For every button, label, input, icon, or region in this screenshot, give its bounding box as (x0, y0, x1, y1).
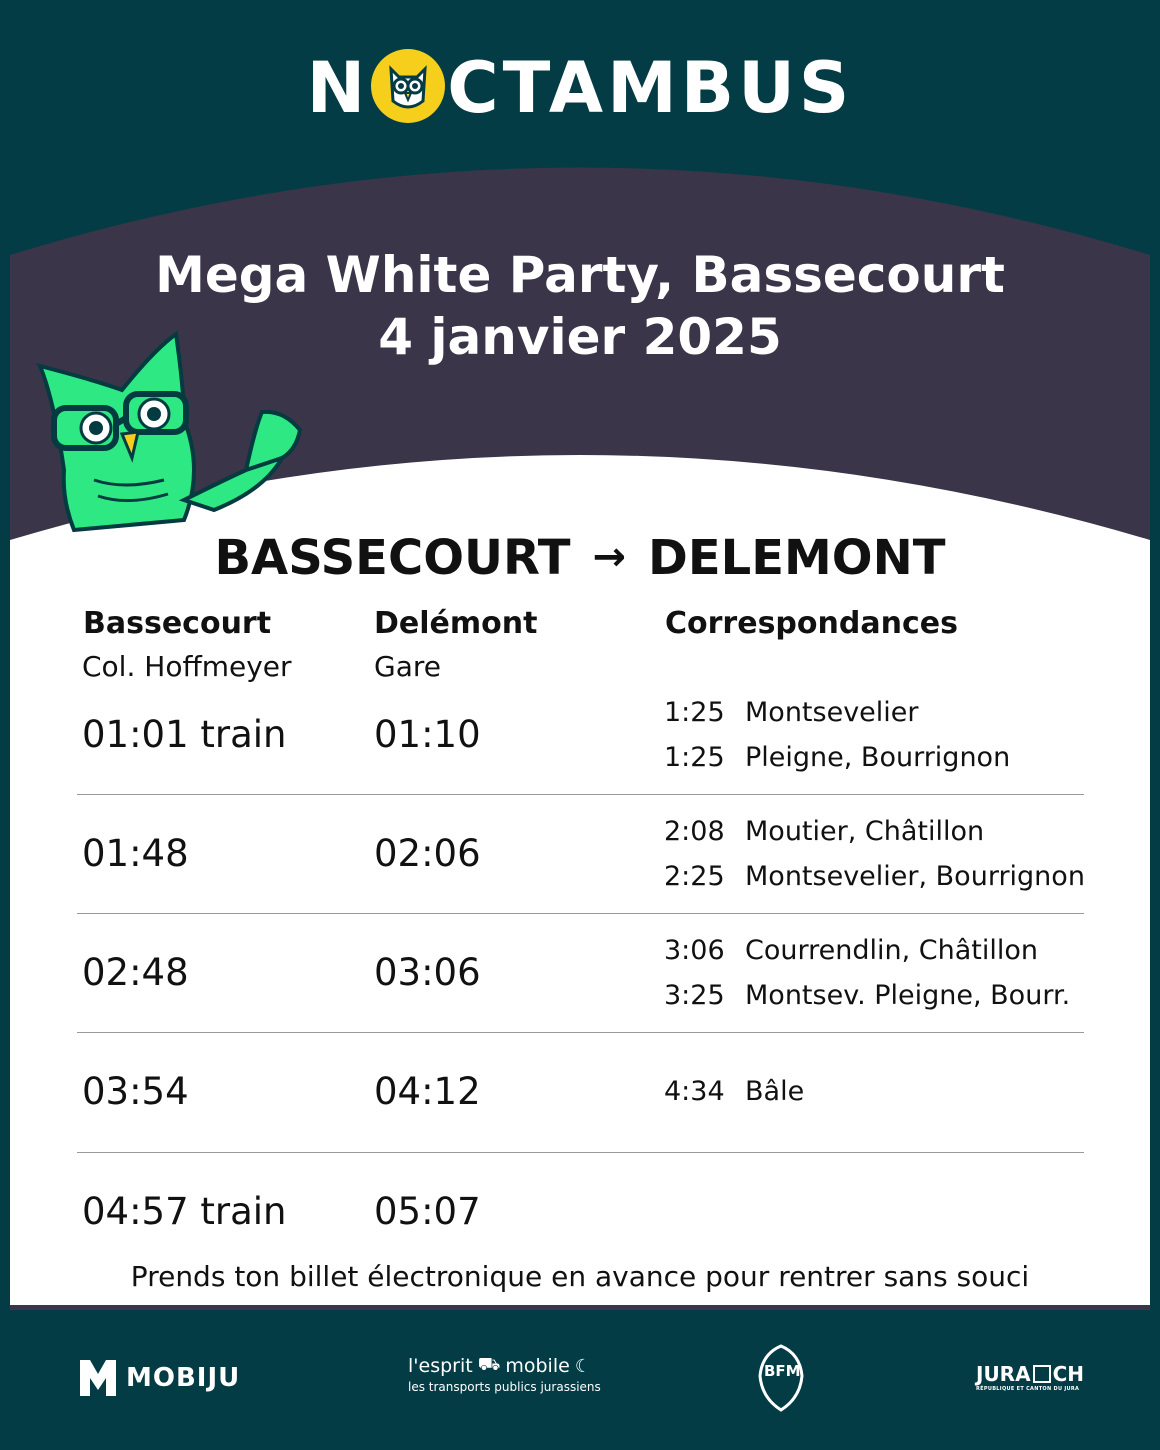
bfm-logo (752, 1342, 810, 1414)
ticket-reminder-note: Prends ton billet électronique en avance pour rentrer sans souci (130, 1260, 1030, 1293)
connection-time: 3:25 (664, 980, 725, 1011)
schedule-row (0, 795, 1160, 914)
event-date: 4 janvier 2025 (378, 308, 782, 366)
connections-column-header: Correspondances (665, 606, 958, 641)
event-heading (0, 244, 1160, 368)
noctambus-logo (0, 48, 1160, 128)
departure-time: 03:54 (82, 1070, 189, 1113)
ch-wordmark: CH (1052, 1362, 1084, 1386)
departure-stop-name: Col. Hoffmeyer (82, 650, 292, 683)
event-title: Mega White Party, Bassecourt (155, 246, 1005, 304)
route-from: BASSECOURT (214, 530, 571, 586)
connection-time: 4:34 (664, 1076, 725, 1107)
arrival-time: 02:06 (374, 832, 481, 875)
connection-destination: Moutier, Châtillon (745, 816, 985, 847)
arrival-time: 03:06 (374, 951, 481, 994)
esprit-mobile-logo (408, 1354, 601, 1394)
right-arrow-icon: → (592, 534, 627, 580)
owl-logo-icon (371, 49, 445, 123)
bfm-wordmark: BFM (764, 1362, 801, 1380)
connection-destination: Courrendlin, Châtillon (745, 935, 1038, 966)
jura-wordmark: JURA (976, 1362, 1031, 1386)
route-heading (0, 528, 1160, 591)
connection-destination: Bâle (745, 1076, 805, 1107)
brand-name-right: CTAMBUS (447, 47, 854, 129)
departure-time: 02:48 (82, 951, 189, 994)
connection-time: 2:08 (664, 816, 725, 847)
schedule-row (0, 1153, 1160, 1272)
arrival-stop-name: Gare (374, 650, 441, 683)
schedule-row (0, 1033, 1160, 1152)
connection-destination: Pleigne, Bourrignon (745, 742, 1011, 773)
arrival-column-header: Delémont (374, 606, 538, 641)
connection-destination: Montsev. Pleigne, Bourr. (745, 980, 1071, 1011)
connection-time: 3:06 (664, 935, 725, 966)
moon-icon: ☾ (574, 1355, 591, 1377)
brand-name-left: N (306, 47, 370, 129)
connection-time: 2:25 (664, 861, 725, 892)
esprit-tagline: les transports publics jurassiens (408, 1380, 601, 1394)
jura-ch-logo (976, 1362, 1084, 1392)
route-to: DELEMONT (648, 530, 946, 586)
arrival-time: 01:10 (374, 713, 481, 756)
departure-time: 01:01 train (82, 713, 287, 756)
schedule-row (0, 676, 1160, 795)
mobiju-m-icon (78, 1358, 118, 1398)
jura-shield-icon (1033, 1365, 1051, 1383)
mobiju-logo (78, 1358, 240, 1398)
mobiju-wordmark: MOBIJU (126, 1363, 241, 1393)
connection-destination: Montsevelier (745, 697, 919, 728)
esprit-wordmark-a: l'esprit (408, 1355, 473, 1377)
connection-time: 1:25 (664, 697, 725, 728)
connection-destination: Montsevelier, Bourrignon (745, 861, 1085, 892)
schedule-row (0, 914, 1160, 1033)
bus-train-icon: ⛟ (477, 1354, 501, 1375)
arrival-time: 04:12 (374, 1070, 481, 1113)
arrival-time: 05:07 (374, 1190, 481, 1233)
jura-tagline: RÉPUBLIQUE ET CANTON DU JURA (976, 1386, 1080, 1392)
connection-time: 1:25 (664, 742, 725, 773)
esprit-wordmark-b: mobile (505, 1355, 570, 1377)
departure-time: 04:57 train (82, 1190, 287, 1233)
departure-column-header: Bassecourt (83, 606, 272, 641)
departure-time: 01:48 (82, 832, 189, 875)
